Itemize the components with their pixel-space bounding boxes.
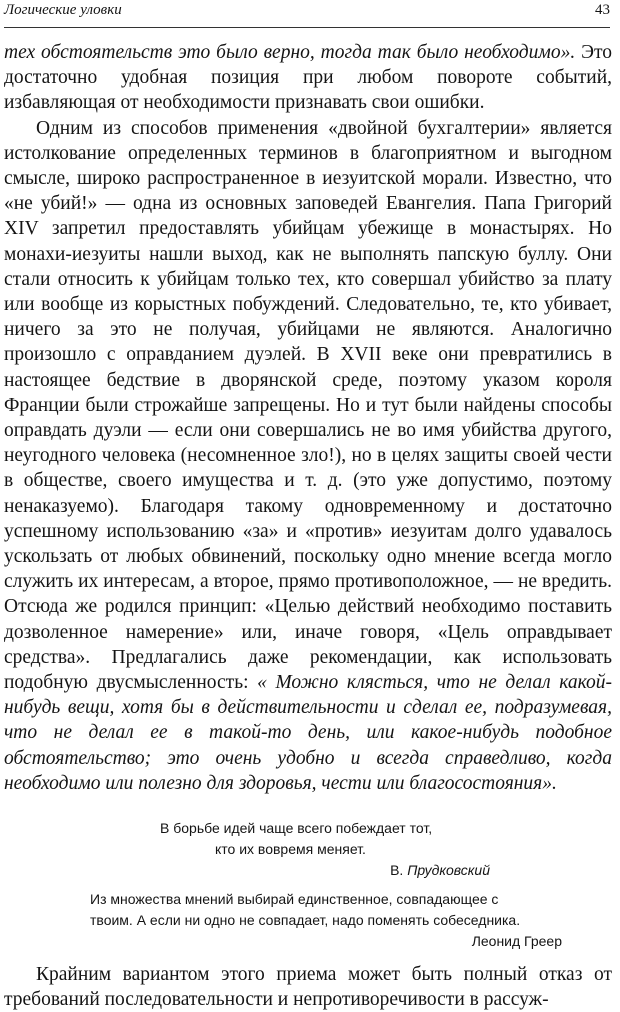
- paragraph-2: [4, 116, 612, 796]
- epigraph-1-line-1: В борьбе идей чаще всего побеждает тот,: [160, 820, 433, 836]
- running-header: [4, 2, 610, 24]
- final-paragraph: Крайним вариантом этого приема может быть полный отказ от требований последовательности и непротиворечивости в рассуж-: [4, 964, 612, 1011]
- epigraph-2: [90, 889, 570, 952]
- running-title: Логические уловки: [4, 2, 122, 18]
- epigraph-1-line-2: кто их вовремя меняет.: [215, 841, 366, 857]
- paragraph-1: [4, 40, 612, 116]
- epigraph-2-line-1: Из множества мнений выбирай единственное, совпадающее с: [90, 891, 499, 907]
- epigraph-2-line-2: твоим. А если ни одно не совпадает, надо поменять собеседника.: [90, 912, 521, 928]
- paragraph-2-quote: « Можно клясться, что не делал какой-нибудь вещи, хотя бы в действительности и сделал ее, подразумевая, что не делал ее в такой-то день, или какое-нибудь подобное обстоятельство; это очень удобно и всегда справедливо, когда необходимо или полезно для здоровья, чести или благосостояния».: [4, 672, 612, 794]
- epigraph-1: [160, 818, 500, 881]
- epigraph-1-author: [160, 860, 500, 881]
- paragraph-1-rest: Это достаточно удобная позиция при любом повороте событий, избавляющая от необходимости признавать свои ошибки.: [4, 42, 612, 114]
- paragraph-1-italic: тех обстоятельств это было верно, тогда так было необходимо».: [4, 42, 576, 63]
- epigraph-1-author-name: Прудковский: [407, 862, 490, 878]
- header-rule: [4, 27, 610, 28]
- page-number: 43: [595, 2, 610, 18]
- paragraph-2-main: Одним из способов применения «двойной бухгалтерии» является истолкование определенных терминов в благоприятном и выгодном смысле, широко распространенное в иезуитской морали. Известно, что «не убий!» — одна из основных заповедей Евангелия. Папа Григорий XIV запретил предоставлять убийцам убежище в монастырях. Но монахи-иезуиты нашли выход, как не выполнять папскую буллу. Они стали относить к убийцам только тех, кто совершал убийство за плату или вообще из корыстных побуждений. Следовательно, те, кто убивает, ничего за это не получая, убийцами не являются. Аналогично произошло с оправданием дуэлей. В XVII веке они превратились в настоящее бедствие в дворянской среде, поэтому указом короля Франции были строжайше запрещены. Но и тут были найдены способы оправдать дуэли — если они совершались не во имя убийства другого, неугодного человека (несомненное зло!), но в целях защиты своей чести в обществе, своего имущества и т. д. (это уже допустимо, поэтому ненаказуемо). Благодаря такому одновременному и достаточно успешному использованию «за» и «против» иезуитам долго удавалось ускользать от любых обвинений, поскольку одно мнение всегда могло служить их интересам, а второе, прямо противоположное, — не вредить. Отсюда же родился принцип: «Целью действий необходимо поставить дозволенное намерение» или, иначе говоря, «Цель оправдывает средства». Предлагались даже рекомендации, как использовать подобную двусмысленность:: [4, 117, 612, 694]
- main-text: [4, 40, 612, 796]
- epigraph-1-author-initial: В.: [390, 862, 408, 878]
- epigraph-2-author: Леонид Греер: [471, 933, 562, 949]
